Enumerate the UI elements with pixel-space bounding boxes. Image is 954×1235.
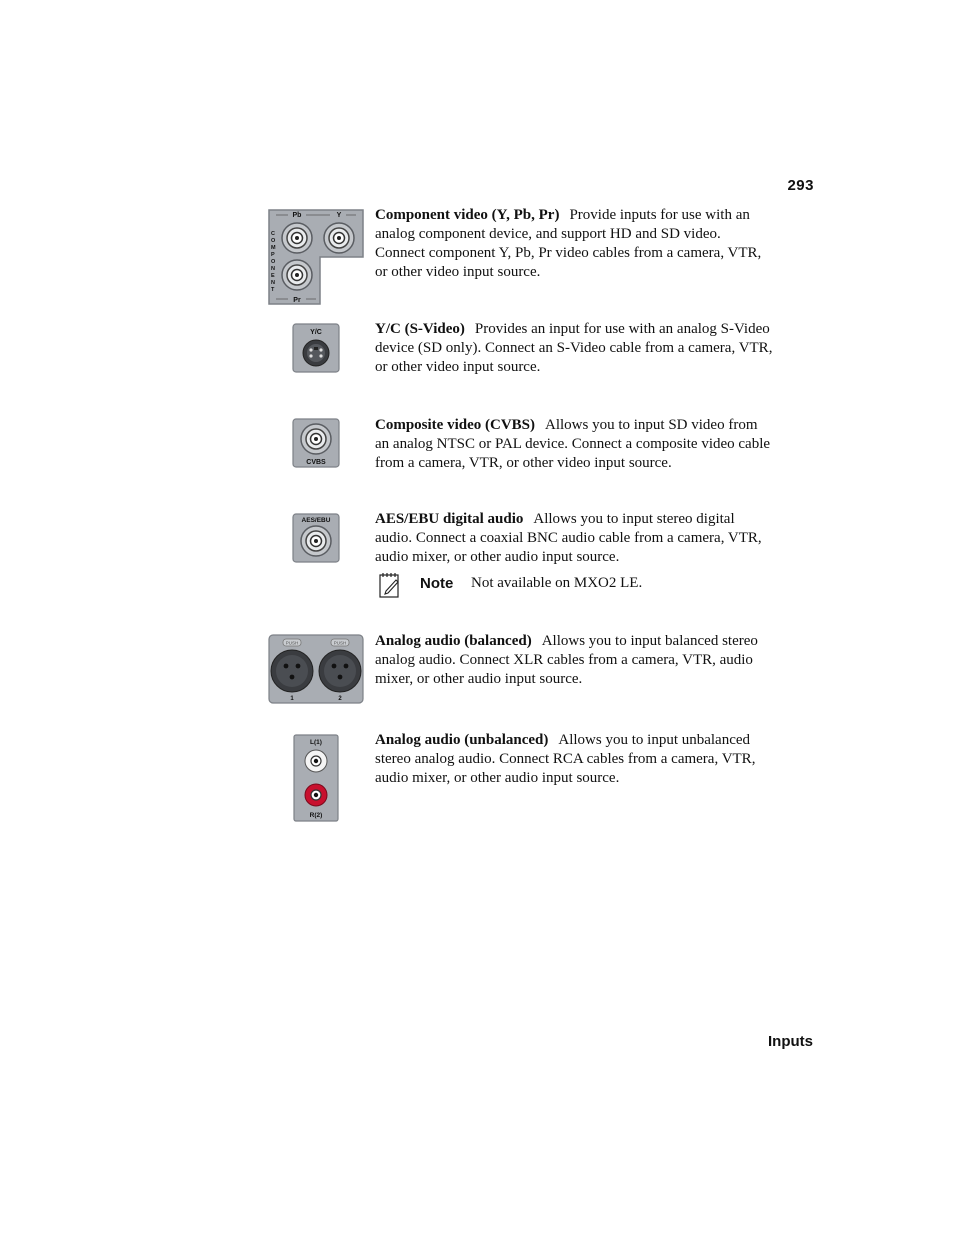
svg-text:C: C xyxy=(271,231,275,237)
page-number: 293 xyxy=(787,177,814,194)
push-label-1: PUSH xyxy=(285,640,299,646)
label-1: 1 xyxy=(290,696,294,702)
svg-text:O: O xyxy=(271,238,276,244)
description: Allows you to input stereo digital audio. Connect a coaxial BNC audio cable from a camera, VTR, audio mixer, or other audio input source. xyxy=(375,511,762,565)
svg-text:P: P xyxy=(271,252,275,258)
entry-composite xyxy=(375,416,773,473)
footer-section-title: Inputs xyxy=(768,1033,813,1050)
notepad-pencil-icon xyxy=(378,571,402,604)
label-r2: R(2) xyxy=(309,812,323,819)
svg-text:E: E xyxy=(271,273,275,279)
bnc-connector-icon xyxy=(301,526,331,556)
term: Y/C (S-Video) xyxy=(375,321,465,337)
label-aes-ebu: AES/EBU xyxy=(301,517,331,524)
label-cvbs: CVBS xyxy=(306,459,326,466)
bnc-connector-icon xyxy=(282,260,312,290)
entry-component-video xyxy=(375,206,773,282)
term: Composite video (CVBS) xyxy=(375,417,535,433)
composite-panel-illustration xyxy=(292,418,340,473)
description: Provides an input for use with an analog S-Video device (SD only). Connect an S-Video cable from a camera, VTR, or other video input source. xyxy=(375,321,773,375)
description: Allows you to input balanced stereo analog audio. Connect XLR cables from a camera, VTR, audio mixer, or other audio input source. xyxy=(375,633,758,687)
entry-analog-balanced xyxy=(375,632,773,689)
entry-svideo xyxy=(375,320,773,377)
note xyxy=(378,571,778,601)
rca-white-connector-icon xyxy=(305,750,327,772)
svg-text:M: M xyxy=(271,245,276,251)
svg-text:N: N xyxy=(271,266,275,272)
label-y: Y xyxy=(336,212,342,219)
svideo-connector-icon xyxy=(303,340,329,366)
description: Provide inputs for use with an analog component device, and support HD and SD video. Connect component Y, Pb, Pr video cables from a camera, VTR, or other video input source. xyxy=(375,207,762,280)
component-video-panel-illustration xyxy=(268,209,364,310)
svg-text:O: O xyxy=(271,259,276,265)
rca-panel-illustration xyxy=(293,734,339,827)
svideo-panel-illustration xyxy=(292,323,340,378)
svg-text:N: N xyxy=(271,280,275,286)
label-yc: Y/C xyxy=(310,329,322,336)
note-label: Note xyxy=(420,575,454,592)
bnc-connector-icon xyxy=(282,223,312,253)
push-label-2: PUSH xyxy=(333,640,347,646)
bnc-connector-icon xyxy=(301,424,331,454)
term: AES/EBU digital audio xyxy=(375,511,524,527)
label-pb: Pb xyxy=(292,212,302,219)
bnc-connector-icon xyxy=(324,223,354,253)
term: Component video (Y, Pb, Pr) xyxy=(375,207,560,223)
entry-aes-ebu xyxy=(375,510,773,567)
label-pr: Pr xyxy=(293,297,301,304)
entry-analog-unbalanced xyxy=(375,731,773,788)
xlr-connector-icon xyxy=(319,650,361,692)
svg-text:T: T xyxy=(271,287,275,293)
term: Analog audio (balanced) xyxy=(375,633,532,649)
term: Analog audio (unbalanced) xyxy=(375,732,549,748)
note-text: Not available on MXO2 LE. xyxy=(471,575,643,591)
xlr-panel-illustration xyxy=(268,634,364,709)
label-l1: L(1) xyxy=(310,739,322,746)
description: Allows you to input SD video from an analog NTSC or PAL device. Connect a composite video cable from a camera, VTR, or other video input source. xyxy=(375,417,771,471)
aes-ebu-panel-illustration xyxy=(292,513,340,568)
rca-red-connector-icon xyxy=(305,784,327,806)
description: Allows you to input unbalanced stereo analog audio. Connect RCA cables from a camera, VTR, audio mixer, or other audio input source. xyxy=(375,732,756,786)
label-2: 2 xyxy=(338,696,342,702)
xlr-connector-icon xyxy=(271,650,313,692)
